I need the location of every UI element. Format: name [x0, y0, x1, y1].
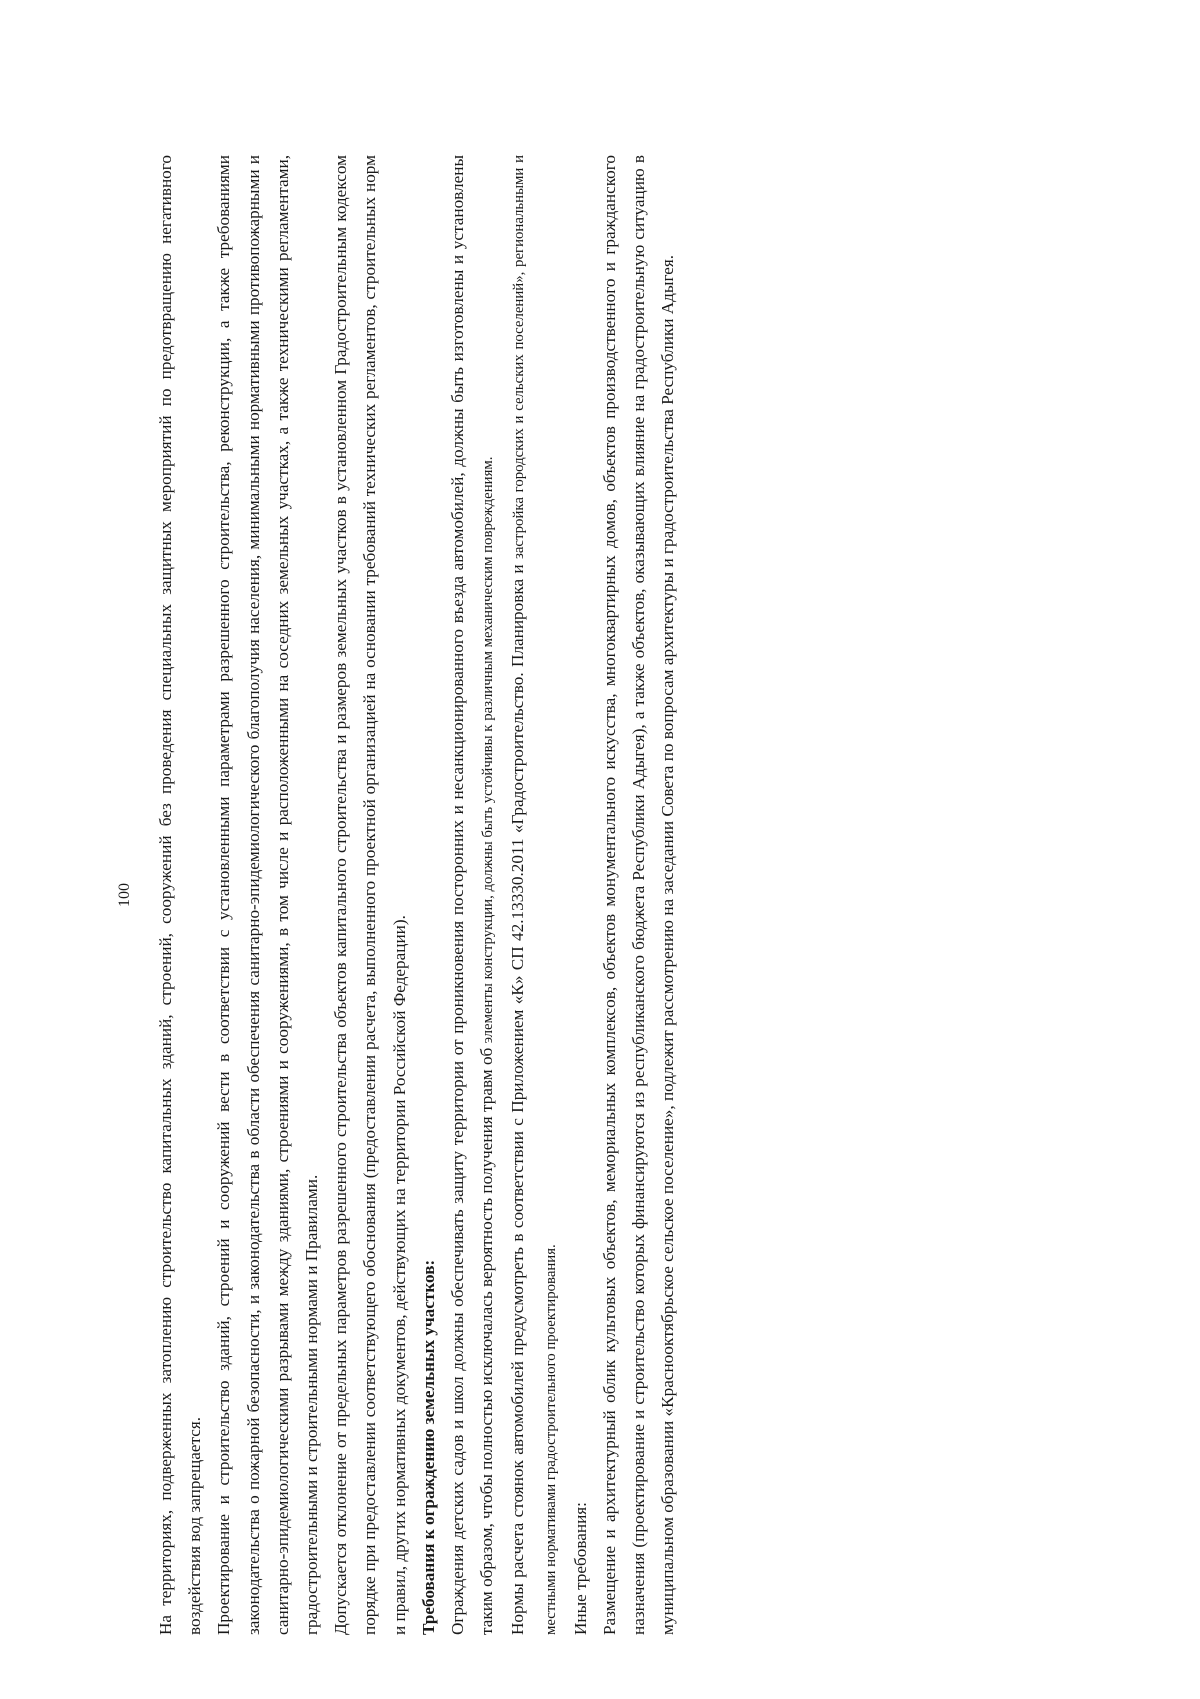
- paragraph-architecture-council: [595, 155, 683, 1635]
- text-line: санитарно-эпидемиологического благополучия населения, минимальными нормативными противопожарными и санитарно-эпидемиологическими: [243, 155, 292, 1635]
- text-line: участков в установленном Градостроительным кодексом порядке при предоставлении соответствующего обоснования (предоставлении расчета,: [331, 155, 380, 1635]
- paragraph-deviation-allowed: [326, 155, 414, 1635]
- text-line: разрывами между зданиями, строениями и сооружениями, в том числе и расположенными на соседних земельных участках, а также: [272, 371, 292, 1382]
- text-line: бюджета Республики Адыгея), а также объектов, оказывающих влияние на градостроительную ситуацию в муниципальном образовании: [629, 155, 678, 1635]
- text-line: домов, объектов производственного и гражданского назначения (проектирование и строительство которых финансируются из республиканского: [600, 155, 649, 1635]
- text-line: застройка городских и сельских поселений», региональными и местными нормативами градостроительного проектирования.: [511, 155, 559, 1635]
- text-line: строительства, реконструкции, а также требованиями законодательства о пожарной безопасности, и законодательства в области обеспечения: [214, 155, 263, 1635]
- heading-fence-requirements: [414, 155, 443, 1635]
- paragraph-other-requirements: [566, 155, 595, 1635]
- paragraph-parking-norms: [503, 155, 565, 1635]
- text-line: Допускается отклонение от предельных параметров разрешенного строительства объектов капитального строительства и размеров земельных: [331, 573, 351, 1635]
- text-line: документов, действующих на территории Российской Федерации).: [389, 915, 409, 1405]
- text-line: Республики Адыгея.: [658, 254, 678, 405]
- text-line: Проектирование и строительство зданий, строений и сооружений вести в соответствии с установленными параметрами разрешенного: [214, 569, 234, 1635]
- text-line: Нормы расчета стоянок автомобилей предусмотреть в соответствии с Приложением «К» СП 42.13330.2011 «Градостроительство. Планировка и: [508, 558, 528, 1635]
- text-line: «Краснооктябрьское сельское поселение», подлежит рассмотрению на заседании Совета по вопросам архитектуры и градостроительства: [658, 404, 678, 1417]
- paragraph-flood-zones: [151, 155, 209, 1635]
- text-line: автомобилей, должны быть изготовлены и установлены таким образом, чтобы полностью исключалась вероятность получения травм об: [448, 155, 497, 1635]
- text-line: техническими регламентами, градостроительными и строительными нормами и Правилами.: [272, 155, 322, 1635]
- text-line: Размещение и архитектурный облик культовых объектов, мемориальных комплексов, объектов монументального искусства, многоквартирных: [600, 547, 620, 1635]
- text-line: элементы конструкции, должны быть устойчивы к различным механическим повреждениям.: [480, 456, 497, 1044]
- text-line: На территориях, подверженных затоплению строительство капитальных зданий, строений, сооружений без проведения специальных защитных: [156, 511, 175, 1635]
- document-body: [151, 155, 683, 1635]
- text-line: Иные требования:: [570, 1502, 590, 1635]
- page-number: 100: [116, 883, 133, 907]
- paragraph-school-fences: [443, 155, 503, 1635]
- text-line: выполненного проектной организацией на основании требований технических регламентов, строительных норм и правил, других нормативных: [360, 155, 409, 1635]
- paragraph-design-construction: [209, 155, 326, 1635]
- rotated-page: [115, 155, 735, 1635]
- text-line: Ограждения детских садов и школ должны обеспечивать защиту территории от проникновения посторонних и несанкционированного въезда: [448, 570, 468, 1635]
- heading-text: Требования к ограждению земельных участков:: [418, 1259, 438, 1635]
- text-line: мероприятий по предотвращению негативного воздействия вод запрещается.: [156, 155, 205, 1635]
